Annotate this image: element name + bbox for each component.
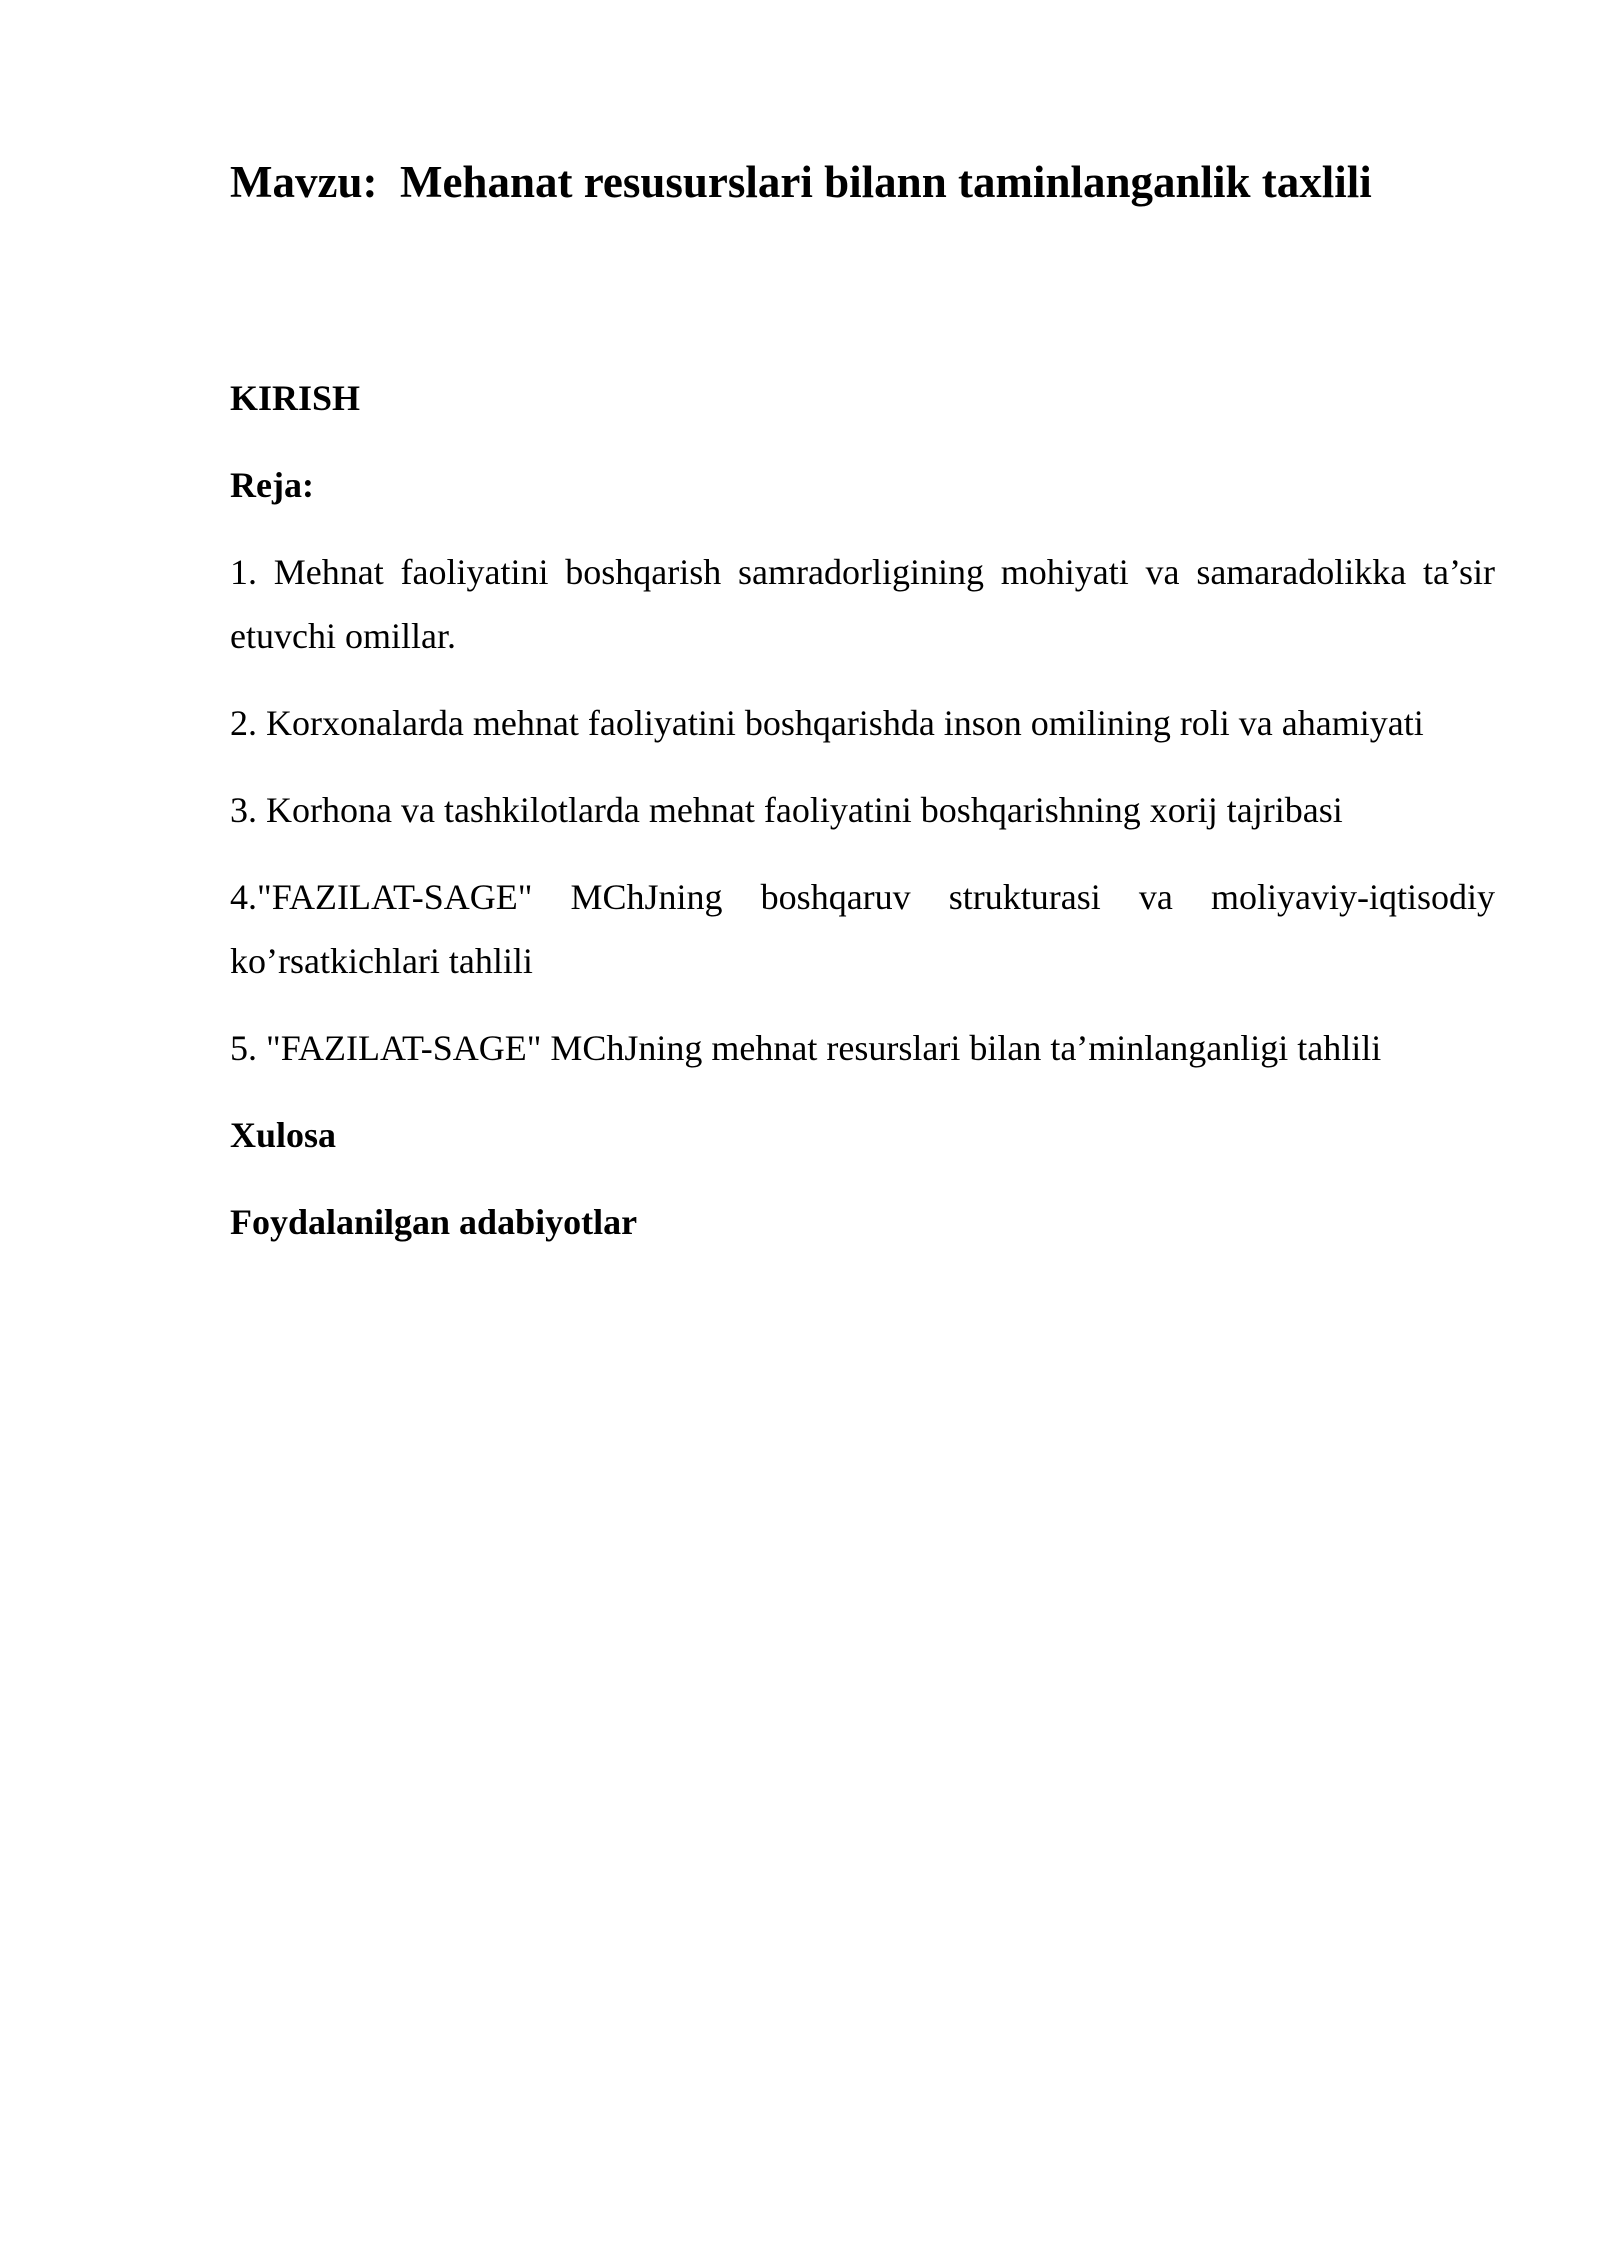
conclusion-heading: Xulosa (230, 1115, 337, 1155)
intro-heading: KIRISH (230, 378, 361, 418)
plan-item-1: 1. Mehnat faoliyatini boshqarish samradorligining mohiyati va samaradolikka ta’sir etuvchi omillar. (230, 552, 1495, 656)
plan-heading: Reja: (230, 465, 314, 505)
plan-item-4: 4."FAZILAT-SAGE" MChJning boshqaruv strukturasi va moliyaviy-iqtisodiy ko’rsatkichlari tahlili (230, 877, 1495, 981)
document-title (230, 150, 1495, 214)
plan-item-2: 2. Korxonalarda mehnat faoliyatini boshqarishda inson omilining roli va ahamiyati (230, 703, 1424, 743)
document-body (230, 150, 1495, 1254)
references-heading: Foydalanilgan adabiyotlar (230, 1202, 638, 1242)
plan-item-5: 5. "FAZILAT-SAGE" MChJning mehnat resurslari bilan ta’minlanganligi tahlili (230, 1028, 1382, 1068)
title-prefix: Mavzu: (230, 157, 378, 207)
title-main: Mehanat resusurslari bilann taminlanganlik taxlili (399, 157, 1372, 207)
plan-item-3: 3. Korhona va tashkilotlarda mehnat faoliyatini boshqarishning xorij tajribasi (230, 790, 1343, 830)
